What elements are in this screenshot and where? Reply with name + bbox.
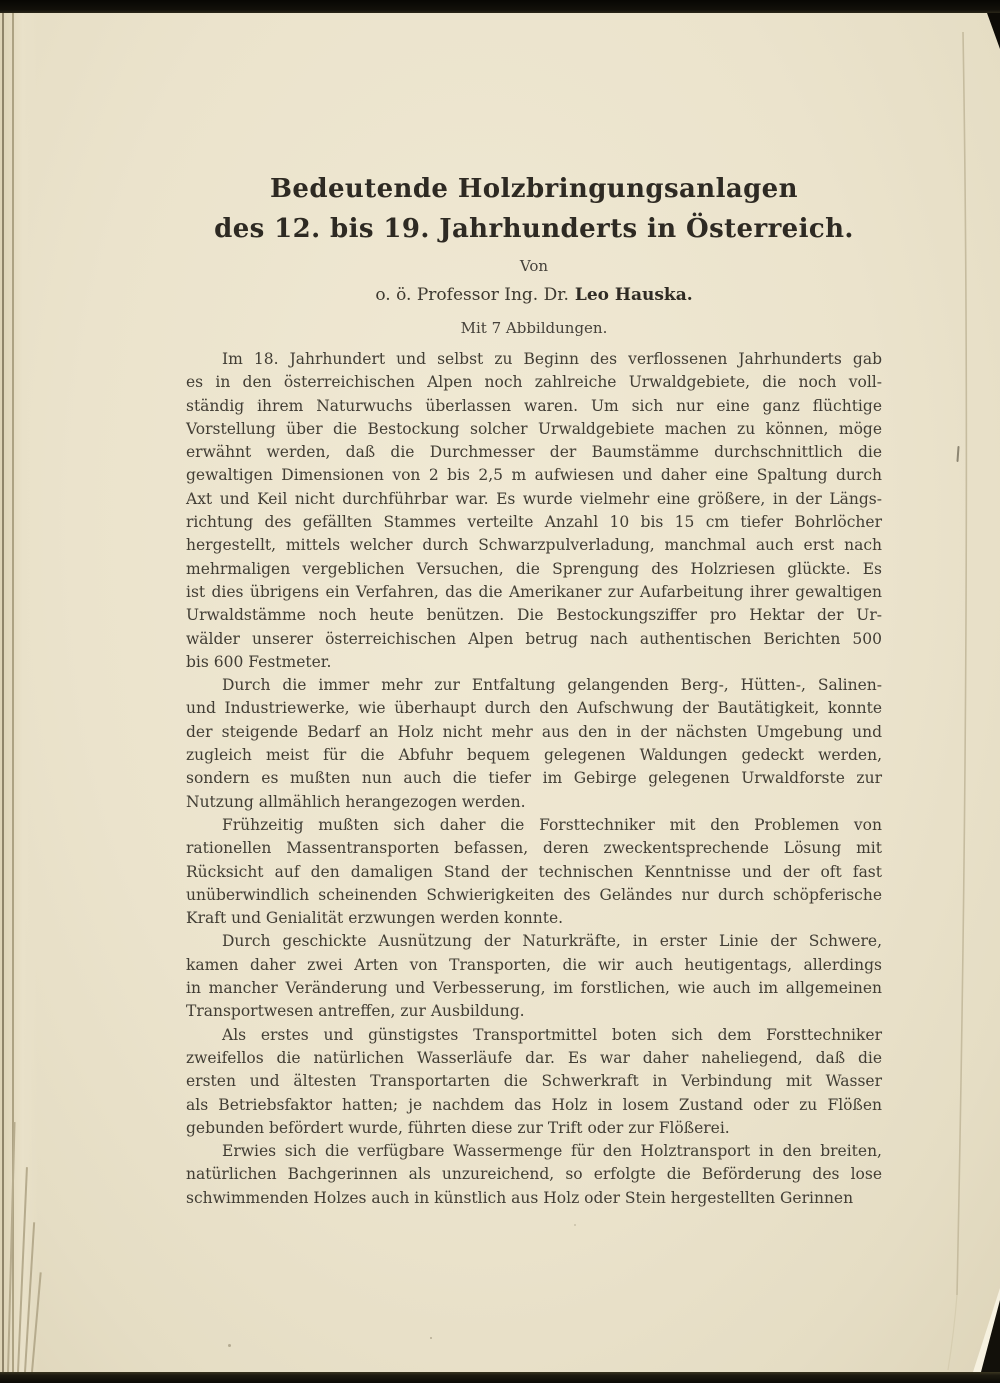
paper-speck xyxy=(430,1337,432,1339)
body-paragraphs xyxy=(186,348,882,1210)
paragraph xyxy=(186,930,882,1023)
text-line: Axt und Keil nicht durchführbar war. Es wurde vielmehr eine größere, in der Längs- xyxy=(186,489,882,508)
paragraph xyxy=(186,1024,882,1140)
text-line: Durch die immer mehr zur Entfaltung gelangenden Berg-, Hütten-, Salinen- xyxy=(222,676,882,695)
byline xyxy=(186,285,882,305)
text-line: mehrmaligen vergeblichen Versuchen, die Sprengung des Holzriesen glückte. Es xyxy=(186,559,882,578)
paragraph xyxy=(186,348,882,674)
photo-background-bottom xyxy=(0,1372,1000,1383)
text-line: zugleich meist für die Abfuhr bequem gelegenen Waldungen gedeckt werden, xyxy=(186,746,882,765)
text-line: gebunden befördert wurde, führten diese zur Trift oder zur Flößerei. xyxy=(186,1118,730,1137)
text-line: Im 18. Jahrhundert und selbst zu Beginn des verflossenen Jahrhunderts gab xyxy=(222,350,882,368)
text-line: Frühzeitig mußten sich daher die Forsttechniker mit den Problemen von xyxy=(222,815,882,834)
text-line: erwähnt werden, daß die Durchmesser der Baumstämme durchschnittlich die xyxy=(186,443,882,462)
byline-titles: o. ö. Professor Ing. Dr. xyxy=(375,285,569,305)
text-line: zweifellos die natürlichen Wasserläufe dar. Es war daher naheliegend, daß die xyxy=(186,1048,882,1067)
text-line: Rücksicht auf den damaligen Stand der technischen Kenntnisse und der oft fast xyxy=(186,862,882,881)
text-line: als Betriebsfaktor hatten; je nachdem das Holz in losem Zustand oder zu Flößen xyxy=(186,1095,882,1114)
page-stack-edge xyxy=(0,13,38,1372)
page-title xyxy=(186,169,882,249)
text-line: Nutzung allmählich herangezogen werden. xyxy=(186,792,526,811)
page-edge-line xyxy=(2,13,4,1372)
text-line: kamen daher zwei Arten von Transporten, die wir auch heutigentags, allerdings xyxy=(186,955,882,974)
text-line: ersten und ältesten Transportarten die Schwerkraft in Verbindung mit Wasser xyxy=(186,1072,882,1091)
title-line-2: des 12. bis 19. Jahrhunderts in Österreich. xyxy=(214,214,854,244)
title-line-1: Bedeutende Holzbringungsanlagen xyxy=(270,174,798,204)
text-line: hergestellt, mittels welcher durch Schwarzpulverladung, manchmal auch erst nach xyxy=(186,536,882,555)
text-line: wälder unserer österreichischen Alpen betrug nach authentischen Berichten 500 xyxy=(186,629,882,648)
paper-speck xyxy=(228,1344,231,1347)
paragraph xyxy=(186,674,882,814)
text-line: richtung des gefällten Stammes verteilte Anzahl 10 bis 15 cm tiefer Bohrlöcher xyxy=(186,513,882,532)
text-line: Durch geschickte Ausnützung der Naturkräfte, in erster Linie der Schwere, xyxy=(222,932,882,951)
photo-background-top xyxy=(0,0,1000,13)
paragraph xyxy=(186,1140,882,1210)
text-line: Transportwesen antreffen, zur Ausbildung. xyxy=(186,1002,525,1021)
figures-note: Mit 7 Abbildungen. xyxy=(460,319,608,337)
text-line: Urwaldstämme noch heute benützen. Die Bestockungsziffer pro Hektar der Ur- xyxy=(186,606,882,625)
text-line: schwimmenden Holzes auch in künstlich aus Holz oder Stein hergestellten Gerinnen xyxy=(186,1188,854,1207)
author-name: Leo Hauska. xyxy=(574,285,693,305)
text-line: Kraft und Genialität erzwungen werden konnte. xyxy=(186,909,564,928)
text-line: rationellen Massentransporten befassen, deren zweckentsprechende Lösung mit xyxy=(186,839,882,858)
text-line: der steigende Bedarf an Holz nicht mehr aus den in der nächsten Umgebung und xyxy=(186,722,882,741)
text-line: ständig ihrem Naturwuchs überlassen waren. Um sich nur eine ganz flüchtige xyxy=(186,396,882,415)
text-line: ist dies übrigens ein Verfahren, das die Amerikaner zur Aufarbeitung ihrer gewaltigen xyxy=(186,582,882,601)
byline-intro: Von xyxy=(519,257,549,275)
text-line: und Industriewerke, wie überhaupt durch den Aufschwung der Bautätigkeit, konnte xyxy=(186,699,882,718)
paragraph xyxy=(186,814,882,930)
text-line: unüberwindlich scheinenden Schwierigkeiten des Geländes nur durch schöpferische xyxy=(186,885,882,904)
text-line: Als erstes und günstigstes Transportmittel boten sich dem Forsttechniker xyxy=(222,1025,882,1044)
text-line: in mancher Veränderung und Verbesserung, im forstlichen, wie auch im allgemeinen xyxy=(186,979,882,998)
text-line: natürlichen Bachgerinnen als unzureichend, so erfolgte die Beförderung des lose xyxy=(186,1165,882,1184)
text-line: Vorstellung über die Bestockung solcher Urwaldgebiete machen zu können, möge xyxy=(186,419,882,438)
text-line: es in den österreichischen Alpen noch zahlreiche Urwaldgebiete, die noch voll- xyxy=(186,373,882,392)
text-line: sondern es mußten nun auch die tiefer im Gebirge gelegenen Urwaldforste zur xyxy=(186,769,882,788)
text-line: bis 600 Festmeter. xyxy=(186,652,332,671)
text-line: Erwies sich die verfügbare Wassermenge für den Holztransport in den breiten, xyxy=(222,1142,882,1161)
paper-speck xyxy=(574,1224,576,1226)
text-line: gewaltigen Dimensionen von 2 bis 2,5 m aufwiesen und daher eine Spaltung durch xyxy=(186,466,882,485)
